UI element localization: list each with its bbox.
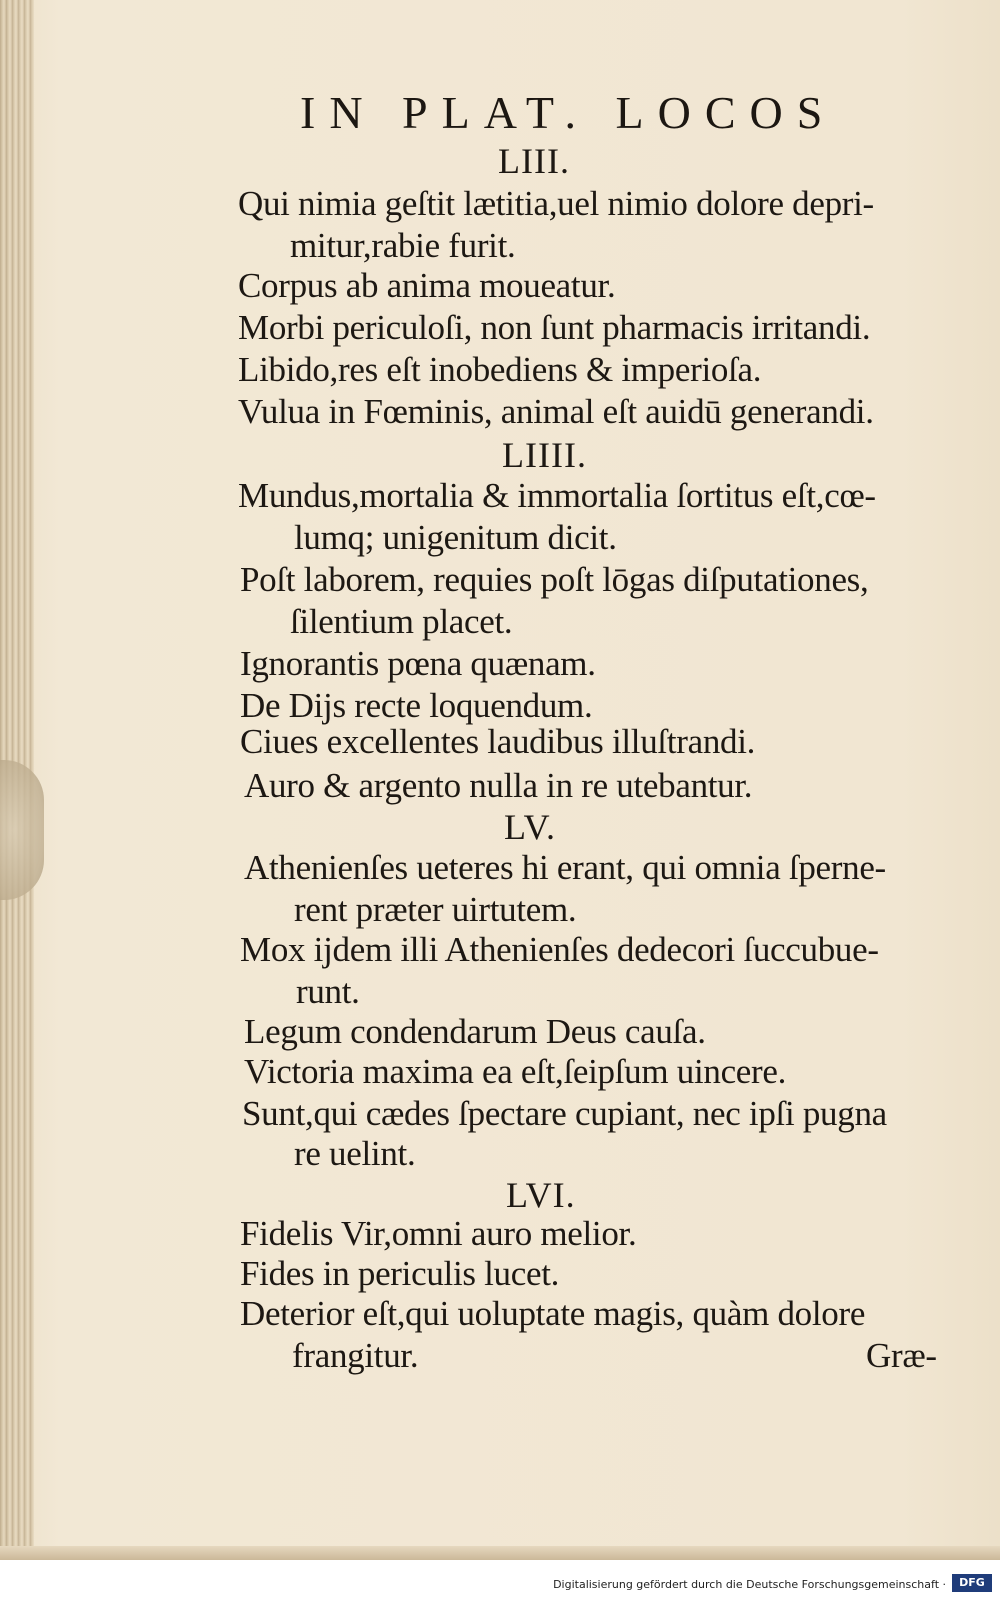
text-line: Mox ijdem illi Athenienſes dedecori ſuccubue- bbox=[240, 930, 879, 969]
text-line: frangitur. bbox=[292, 1336, 419, 1375]
text-line: Vulua in Fœminis, animal eſt auidū generandi. bbox=[238, 392, 874, 431]
section-numeral: LIIII. bbox=[502, 435, 587, 475]
text-line: lumq; unigenitum dicit. bbox=[294, 518, 617, 557]
text-line: Qui nimia geſtit lætitia,uel nimio dolore depri- bbox=[238, 184, 874, 223]
text-line: Fides in periculis lucet. bbox=[240, 1254, 560, 1293]
text-line: Mundus,mortalia & immortalia ſortitus eſt,cœ- bbox=[238, 476, 876, 515]
text-line: ſilentium placet. bbox=[290, 602, 513, 641]
digitization-credit: Digitalisierung gefördert durch die Deutsche Forschungsgemeinschaft · bbox=[553, 1578, 946, 1591]
text-line: rent præter uirtutem. bbox=[294, 890, 577, 929]
text-line: mitur,rabie furit. bbox=[290, 226, 516, 265]
section-numeral: LV. bbox=[504, 807, 557, 847]
book-clasp-shadow bbox=[0, 760, 44, 900]
running-header: IN PLAT. LOCOS bbox=[300, 87, 837, 138]
text-line: Auro & argento nulla in re utebantur. bbox=[244, 766, 753, 805]
text-line: Fidelis Vir,omni auro melior. bbox=[240, 1214, 637, 1253]
text-line: De Dijs recte loquendum. bbox=[240, 686, 593, 725]
dfg-logo: DFG bbox=[952, 1574, 992, 1592]
text-line: Morbi periculoſi, non ſunt pharmacis irritandi. bbox=[238, 308, 871, 347]
text-line: Sunt,qui cædes ſpectare cupiant, nec ipſi pugna bbox=[242, 1094, 887, 1133]
digitization-footer bbox=[0, 1560, 1000, 1606]
text-line: runt. bbox=[296, 972, 360, 1011]
text-line: Ciues excellentes laudibus illuſtrandi. bbox=[240, 722, 756, 761]
text-line: re uelint. bbox=[294, 1134, 416, 1173]
section-numeral: LIII. bbox=[498, 141, 570, 181]
text-line: Libido,res eſt inobediens & imperioſa. bbox=[238, 350, 762, 389]
text-line: Ignorantis pœna quænam. bbox=[240, 644, 596, 683]
text-line: Athenienſes ueteres hi erant, qui omnia ſperne- bbox=[244, 848, 886, 887]
text-line: Victoria maxima ea eſt,ſeipſum uincere. bbox=[244, 1052, 787, 1091]
section-numeral: LVI. bbox=[506, 1175, 576, 1215]
page-bottom-edge bbox=[0, 1546, 1000, 1560]
text-line: Poſt laborem, requies poſt lōgas diſputationes, bbox=[240, 560, 869, 599]
text-line: Legum condendarum Deus cauſa. bbox=[244, 1012, 706, 1051]
catchword: Græ- bbox=[866, 1336, 937, 1375]
text-line: Corpus ab anima moueatur. bbox=[238, 266, 616, 305]
text-line: Deterior eſt,qui uoluptate magis, quàm dolore bbox=[240, 1294, 866, 1333]
